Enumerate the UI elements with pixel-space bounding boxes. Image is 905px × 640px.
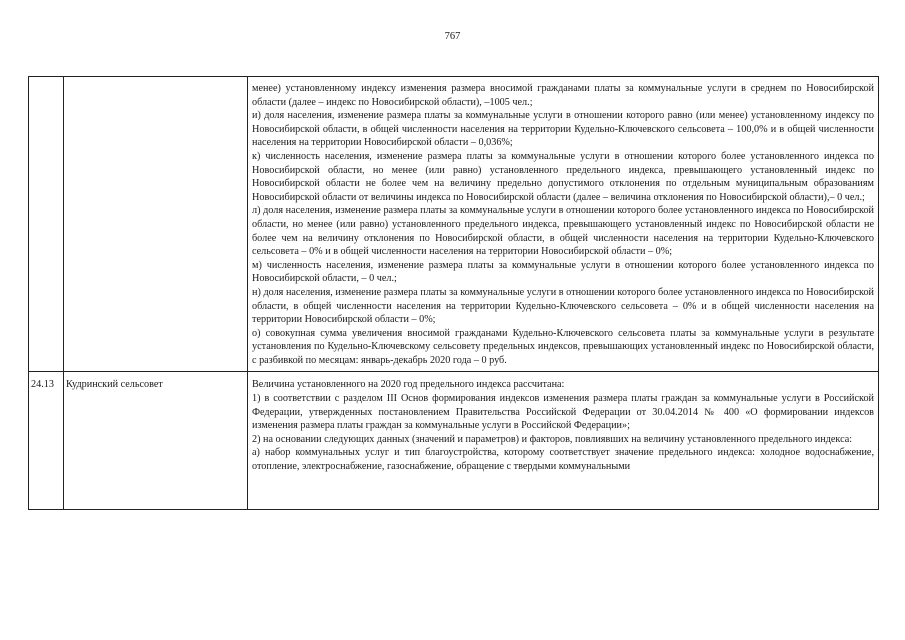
table-row: [29, 77, 879, 372]
paragraph: а) набор коммунальных услуг и тип благоустройства, которому соответствует значение предельного индекса: холодное водоснабжение, отопление, электроснабжение, газоснабжение, обращение с твердыми коммунальными: [252, 447, 874, 473]
paragraph: и) доля населения, изменение размера платы за коммунальные услуги в отношении которого равно (или менее) установленному индексу по Новосибирской области, в общей численности населения на территории Кудельно-Ключевского сельсовета – 100,0% и в общей численности населения на территории Новосибирской области – 0,036%;: [252, 110, 874, 149]
page-number: 767: [444, 31, 461, 42]
paragraph: 2) на основании следующих данных (значений и параметров) и факторов, повлиявших на величину установленного предельного индекса:: [252, 433, 853, 445]
paragraph: н) доля населения, изменение размера платы за коммунальные услуги в отношении которого более установленного индекса по Новосибирской области, в общей численности населения на территории Кудельно-Ключевского сельсовета – 0% и в общей численности населения на территории Новосибирской области – 0%;: [252, 286, 874, 326]
paragraph: м) численность населения, изменение размера платы за коммунальные услуги в отношении которого более установленного индекса по Новосибирской области, – 0 чел.;: [252, 259, 874, 285]
paragraph: л) доля населения, изменение размера платы за коммунальные услуги в отношении которого более установленного индекса по Новосибирской области, но менее (или равно) установленного предельного индекса, превышающего установленный индекс по Новосибирской области не более чем на величину отклонения по Новосибирской области, в общей численности населения на территории Кудельно-Ключевского сельсовета – 0% и в общей численности населения на территории Новосибирской области – 0%;: [252, 205, 874, 258]
document-table: [28, 76, 879, 510]
row-number-cell: [29, 77, 64, 372]
paragraph: к) численность населения, изменение размера платы за коммунальные услуги в отношении которого более установленного индекса по Новосибирской области, но менее (или равно) установленного предельного индекса, превышающего установленный индекс по Новосибирской области не более чем на величину предельно допустимого отклонения по отдельным муниципальным образованиям Новосибирской области от величины индекса по Новосибирской области (далее – величина отклонения по Новосибирской области),– 0 чел.;: [252, 150, 874, 203]
paragraph: о) совокупная сумма увеличения вносимой гражданами Кудельно-Ключевского сельсовета платы за коммунальные услуги в результате установления по Кудельно-Ключевскому сельсовету предельных индексов, превышающих установленный индекс по Новосибирской области, с разбивкой по месяцам: январь-декабрь 2020 года – 0 руб.: [252, 327, 874, 366]
paragraph: Величина установленного на 2020 год предельного индекса рассчитана:: [252, 379, 565, 391]
paragraph: менее) установленному индексу изменения размера вносимой гражданами платы за коммунальные услуги в среднем по Новосибирской области (далее – индекс по Новосибирской области), –1005 чел.;: [252, 83, 874, 108]
paragraph: 1) в соответствии с разделом III Основ формирования индексов изменения размера платы граждан за коммунальные услуги в Российской Федерации, утвержденных постановлением Правительства Российской Федерации от 30.04.2014 № 400 «О формировании индексов изменения размера платы граждан за коммунальные услуги в Российской Федерации»;: [252, 393, 874, 432]
description-cell: [248, 77, 879, 372]
municipality-name-cell: Кудринский сельсовет: [64, 372, 248, 510]
table-row: [29, 372, 879, 510]
municipality-name-cell: [64, 77, 248, 372]
description-cell: [248, 372, 879, 510]
row-number-cell: 24.13: [29, 372, 64, 510]
